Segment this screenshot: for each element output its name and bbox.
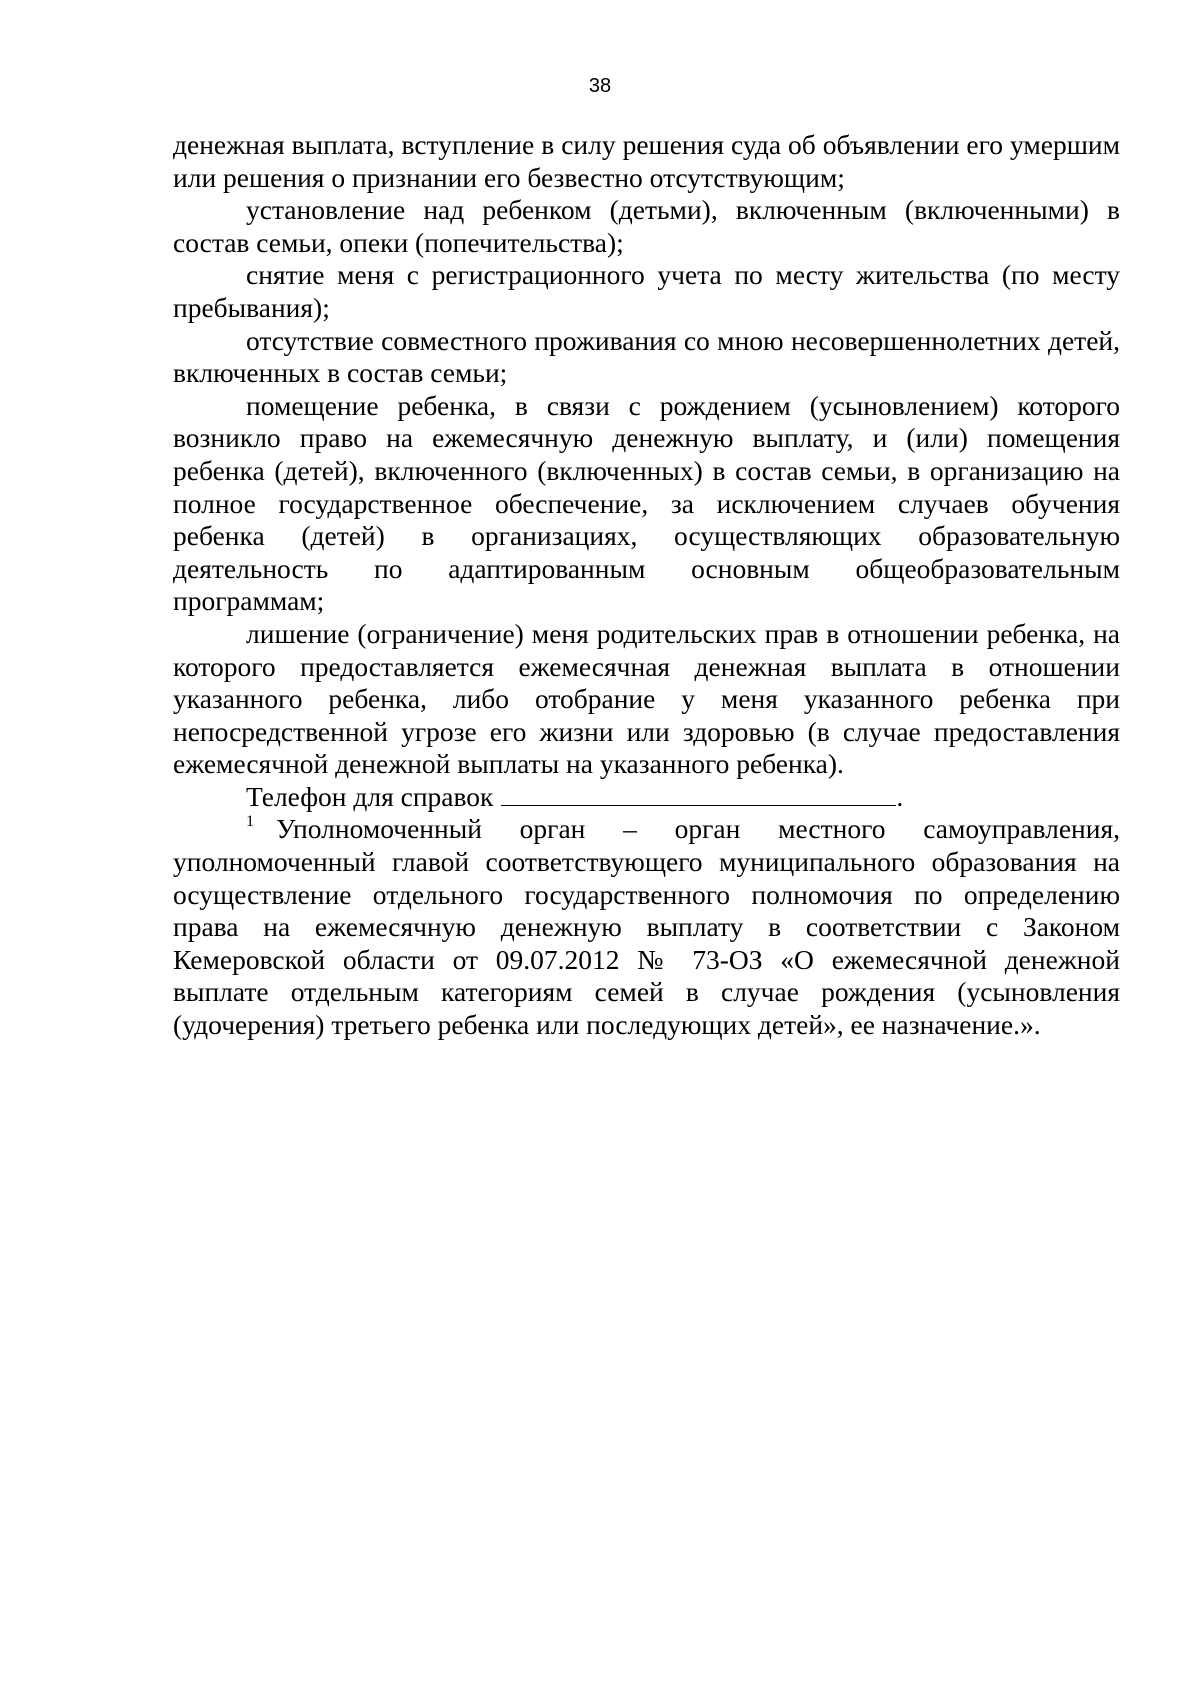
phone-label: Телефон для справок bbox=[246, 780, 494, 812]
paragraph-placement: помещение ребенка, в связи с рождением (усыновлением) которого возникло право на ежемесячную денежную выплату, и (или) помещения ребенка (детей), включенного (включенных) в состав семьи, в организацию на полное государственное обеспечение, за исключением случаев обучения ребенка (детей) в организациях, осуществляющих образовательную деятельность по адаптированным основным общеобразовательным программам; bbox=[173, 389, 1120, 617]
page-number: 38 bbox=[588, 75, 612, 97]
paragraph-guardianship: установление над ребенком (детьми), включенным (включенными) в состав семьи, опеки (попечительства); bbox=[173, 194, 1120, 258]
paragraph-no-cohabitation: отсутствие совместного проживания со мною несовершеннолетних детей, включенных в состав семьи; bbox=[173, 324, 1120, 389]
phone-line bbox=[173, 781, 1120, 814]
paragraph-deprivation-of-rights: лишение (ограничение) меня родительских прав в отношении ребенка, на которого предоставляется ежемесячная денежная выплата в отношении указанного ребенка, либо отобрание у меня указанного ребенка при непосредственной угрозе его жизни или здоровью (в случае предоставления ежемесячной денежной выплаты на указанного ребенка). bbox=[173, 617, 1120, 780]
phone-blank-field bbox=[501, 783, 896, 806]
footnote bbox=[173, 813, 1120, 1041]
footnote-text: Уполномоченный орган – орган местного самоуправления, уполномоченный главой соответствующего муниципального образования на осуществление отдельного государственного полномочия по определению права на ежемесячную денежную выплату в соответствии с Законом Кемеровской области от 09.07.2012 № 73-ОЗ «О ежемесячной денежной выплате отдельным категориям семей в случае рождения (усыновления (удочерения) третьего ребенка или последующих детей», ее назначение.». bbox=[173, 813, 1120, 1041]
footnote-mark: 1 bbox=[246, 813, 254, 831]
phone-end-punct: . bbox=[896, 780, 904, 812]
paragraph-deregistration: снятие меня с регистрационного учета по месту жительства (по месту пребывания); bbox=[173, 259, 1120, 323]
paragraph-continuation: денежная выплата, вступление в силу решения суда об объявлении его умершим или решения о признании его безвестно отсутствующим; bbox=[173, 129, 1120, 193]
document-body bbox=[173, 129, 1120, 1042]
